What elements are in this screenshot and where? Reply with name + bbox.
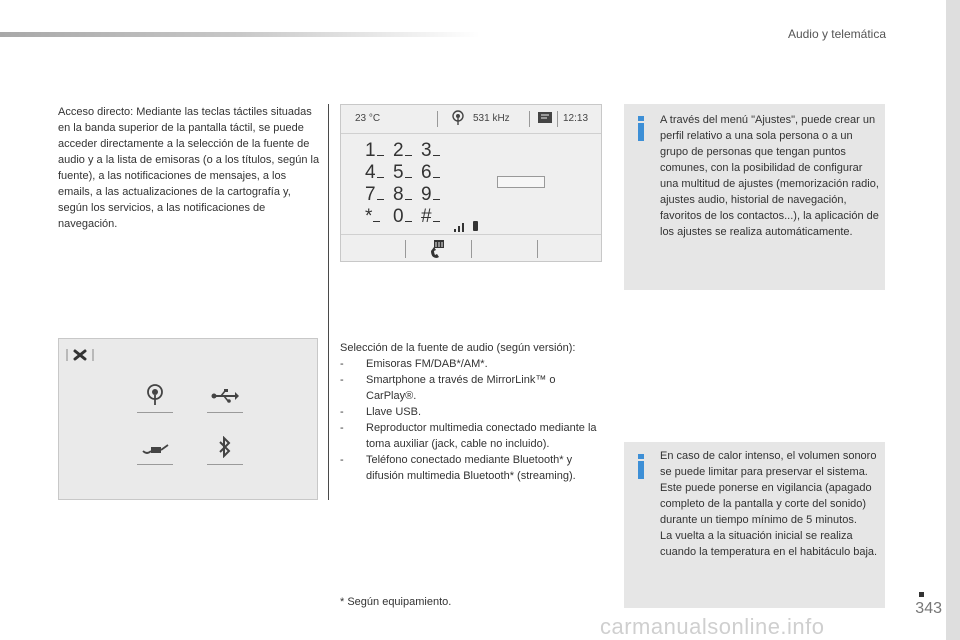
list-item: - Smartphone a través de MirrorLink™ o CarPlay®. bbox=[340, 374, 556, 402]
keypad-key-3[interactable]: 3 bbox=[421, 140, 449, 162]
keypad-row bbox=[365, 206, 449, 228]
status-separator bbox=[557, 111, 558, 127]
audio-source-section bbox=[340, 340, 608, 484]
bluetooth-icon bbox=[218, 436, 232, 464]
info-box-heat bbox=[624, 442, 885, 608]
keypad-row bbox=[365, 140, 449, 162]
header-bar bbox=[0, 32, 480, 37]
intro-paragraph: Acceso directo: Mediante las teclas táctiles situadas en la banda superior de la pantalla táctil, se puede acceder directamente a la selección de la fuente de audio y a la lista de emisoras (o a los títulos, según la fuente), a las notificaciones de mensajes, a los emails, a las actualizaciones de la cartografía y, según los servicios, a las notificaciones de navegación. bbox=[58, 106, 320, 230]
status-separator bbox=[529, 111, 530, 127]
screen-body bbox=[341, 133, 601, 235]
radio-icon[interactable] bbox=[451, 110, 465, 129]
phone-keypad bbox=[365, 140, 449, 228]
column-divider bbox=[328, 104, 329, 500]
keypad-row bbox=[365, 184, 449, 206]
keypad-key-7[interactable]: 7 bbox=[365, 184, 393, 206]
screen-status-bar bbox=[341, 105, 601, 133]
list-item: - Llave USB. bbox=[340, 406, 422, 418]
page-number: 343 bbox=[915, 600, 942, 617]
radio-source-button[interactable] bbox=[137, 383, 173, 413]
page-edge-strip bbox=[946, 0, 960, 640]
usb-source-button[interactable] bbox=[207, 383, 243, 413]
phone-icon[interactable] bbox=[429, 239, 445, 264]
keypad-key-0[interactable]: 0 bbox=[393, 206, 421, 228]
aux-source-button[interactable] bbox=[137, 435, 173, 465]
source-screen bbox=[58, 338, 318, 500]
clock-readout: 12:13 bbox=[563, 113, 589, 124]
message-icon[interactable] bbox=[537, 111, 553, 128]
usb-icon bbox=[211, 386, 239, 409]
page-title: Audio y telemática bbox=[787, 27, 886, 41]
keypad-key-9[interactable]: 9 bbox=[421, 184, 449, 206]
bottom-separator bbox=[471, 240, 472, 258]
list-item: - Teléfono conectado mediante Bluetooth* y difusión multimedia Bluetooth* (streaming). bbox=[340, 454, 576, 482]
keypad-key-5[interactable]: 5 bbox=[393, 162, 421, 184]
list-item: - Emisoras FM/DAB*/AM*. bbox=[340, 358, 488, 370]
close-icon[interactable] bbox=[65, 347, 99, 366]
keypad-key-6[interactable]: 6 bbox=[421, 162, 449, 184]
audio-source-intro: Selección de la fuente de audio (según versión): bbox=[340, 342, 576, 354]
bluetooth-source-button[interactable] bbox=[207, 435, 243, 465]
info-text-heat: En caso de calor intenso, el volumen sonoro se puede limitar para preservar el sistema. Este puede ponerse en vigilancia (apagado completo de la pantalla y corte del sonido) durante un tiempo mínimo de 5 minutos. La vuelta a la situación inicial se realiza cuando la temperatura en el habitáculo baja. bbox=[660, 450, 878, 558]
frequency-readout: 531 kHz bbox=[473, 113, 510, 124]
radio-screen bbox=[340, 104, 602, 262]
page-marker bbox=[919, 592, 924, 597]
signal-strength-icon bbox=[454, 220, 480, 235]
info-icon bbox=[638, 116, 644, 141]
keypad-key-2[interactable]: 2 bbox=[393, 140, 421, 162]
info-box-settings bbox=[624, 104, 885, 290]
watermark: carmanualsonline.info bbox=[600, 614, 825, 639]
dial-input-field[interactable] bbox=[497, 176, 545, 188]
status-separator bbox=[437, 111, 438, 127]
footnote: * Según equipamiento. bbox=[340, 596, 452, 608]
radio-icon bbox=[146, 384, 164, 412]
screen-bottom-bar bbox=[341, 236, 601, 262]
keypad-key-4[interactable]: 4 bbox=[365, 162, 393, 184]
info-icon bbox=[638, 454, 644, 479]
keypad-key-1[interactable]: 1 bbox=[365, 140, 393, 162]
bottom-separator bbox=[405, 240, 406, 258]
keypad-key-star[interactable]: * bbox=[365, 206, 393, 228]
keypad-key-hash[interactable]: # bbox=[421, 206, 449, 228]
aux-cable-icon bbox=[141, 438, 169, 461]
info-text-settings: A través del menú "Ajustes", puede crear un perfil relativo a una sola persona o a un grupo de personas que tengan puntos comunes, con la posibilidad de configurar una multitud de ajustes (memorización radio, ajustes audio, historial de navegación, favoritos de los contactos...), la aplicación de los ajustes se realiza automáticamente. bbox=[660, 114, 879, 238]
temperature-readout: 23 °C bbox=[355, 113, 381, 124]
keypad-row bbox=[365, 162, 449, 184]
keypad-key-8[interactable]: 8 bbox=[393, 184, 421, 206]
list-item: - Reproductor multimedia conectado mediante la toma auxiliar (jack, cable no incluido). bbox=[340, 422, 597, 450]
bottom-separator bbox=[537, 240, 538, 258]
